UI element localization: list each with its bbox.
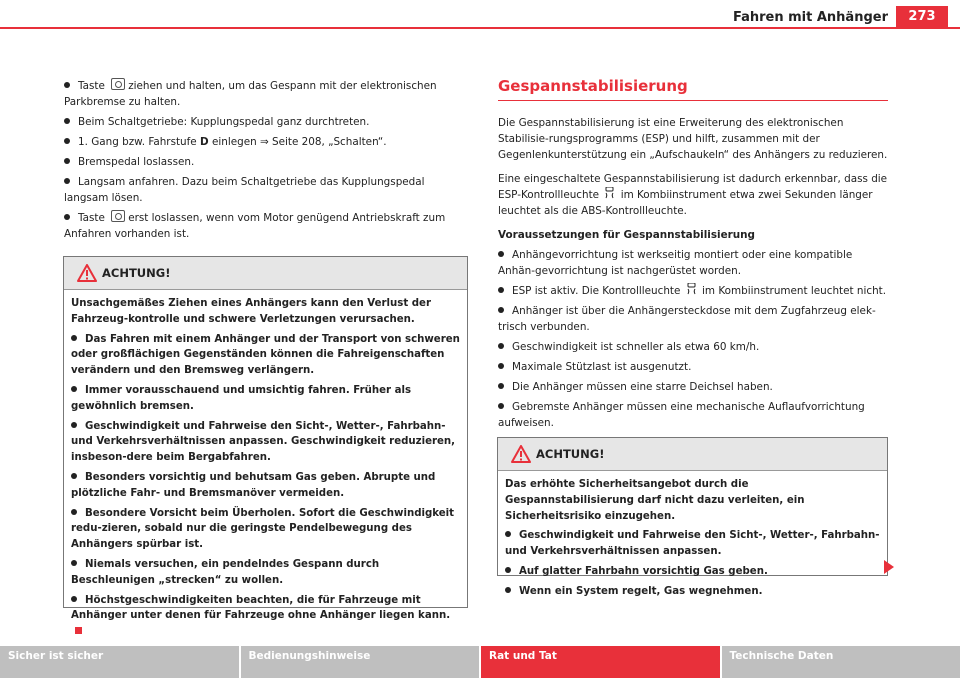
bullet-icon xyxy=(505,587,511,593)
bullet-icon xyxy=(505,567,511,573)
section-rule xyxy=(498,100,888,101)
footer-tab-technische-daten[interactable]: Technische Daten xyxy=(722,646,960,678)
list-item: ESP ist aktiv. Die Kontrollleuchte im Kombiinstrument leuchtet nicht. xyxy=(498,283,888,299)
bullet-icon xyxy=(498,251,504,257)
warning-header xyxy=(498,438,887,471)
bullet-icon xyxy=(71,335,77,341)
warning-triangle-icon xyxy=(511,445,531,463)
warning-item: Geschwindigkeit und Fahrweise den Sicht-, Wetter-, Fahrbahn- und Verkehrsverhältnissen anpassen. Geschwindigkeit reduzieren, insbeson-dere beim Bergabfahren. xyxy=(71,420,456,464)
warning-item: Auf glatter Fahrbahn vorsichtig Gas geben. xyxy=(505,564,880,580)
section-title: Gespannstabilisierung xyxy=(498,77,688,95)
page-header-title: Fahren mit Anhänger xyxy=(732,10,888,25)
bullet-icon xyxy=(498,363,504,369)
warning-item: Besonders vorsichtig und behutsam Gas geben. Abrupte und plötzliche Fahr- und Bremsmanöver vermeiden. xyxy=(71,471,436,499)
warning-title: ACHTUNG! xyxy=(102,266,171,280)
right-column xyxy=(498,78,888,435)
bullet-icon xyxy=(64,138,70,144)
warning-body xyxy=(64,290,467,650)
bullet-icon xyxy=(71,509,77,515)
continue-arrow-icon[interactable] xyxy=(884,560,894,574)
parking-brake-key-icon xyxy=(111,78,125,90)
list-item: 1. Gang bzw. Fahrstufe D einlegen ⇒ Seite 208, „Schalten“. xyxy=(64,134,466,150)
warning-box-right xyxy=(497,437,888,597)
paragraph: Eine eingeschaltete Gespannstabilisierung ist dadurch erkennbar, dass die ESP-Kontrollleuchte im Kombiinstrument etwa zwei Sekunden länger leuchtet als die ABS-Kontrollleuchte. xyxy=(498,173,888,217)
list-item: Maximale Stützlast ist ausgenutzt. xyxy=(498,359,888,375)
parking-brake-key-icon xyxy=(111,210,125,222)
bullet-icon xyxy=(71,560,77,566)
warning-triangle-icon xyxy=(77,264,97,282)
warning-title: ACHTUNG! xyxy=(536,447,605,461)
bullet-icon xyxy=(71,386,77,392)
bullet-icon xyxy=(71,422,77,428)
bullet-icon xyxy=(71,473,77,479)
footer-tab-rat-und-tat[interactable]: Rat und Tat xyxy=(481,646,720,678)
section-end-icon xyxy=(75,627,82,634)
warning-item: Das Fahren mit einem Anhänger und der Transport von schweren oder großflächigen Gegenständen können die Fahreigenschaften verändern und den Bremsweg verlängern. xyxy=(71,333,460,377)
warning-header xyxy=(64,257,467,290)
bullet-icon xyxy=(64,158,70,164)
warning-item: Wenn ein System regelt, Gas wegnehmen. xyxy=(505,584,880,600)
warning-intro: Unsachgemäßes Ziehen eines Anhängers kann den Verlust der Fahrzeug-kontrolle und schwere Verletzungen verursachen. xyxy=(71,298,431,325)
warning-item: Besondere Vorsicht beim Überholen. Sofort die Geschwindigkeit redu-zieren, sobald nur die geringste Pendelbewegung des Anhängers spürbar ist. xyxy=(71,507,455,551)
list-item: Anhängevorrichtung ist werkseitig montiert oder eine kompatible Anhän-gevorrichtung ist nachgerüstet worden. xyxy=(498,249,853,277)
footer-tab-bedienung[interactable]: Bedienungshinweise xyxy=(241,646,480,678)
paragraph: Die Gespannstabilisierung ist eine Erweiterung des elektronischen Stabilisie-rungsprogramms (ESP) und hilft, zusammen mit der Gegenlenkunterstützung ein „Aufschaukeln“ des Anhängers zu reduzieren. xyxy=(498,117,888,161)
list-item: Langsam anfahren. Dazu beim Schaltgetriebe das Kupplungspedal langsam lösen. xyxy=(64,176,425,204)
esp-warning-light-icon xyxy=(687,283,696,295)
warning-box-left xyxy=(63,256,468,622)
esp-warning-light-icon xyxy=(605,187,614,199)
list-item: Bremspedal loslassen. xyxy=(64,154,466,170)
bullet-icon xyxy=(498,403,504,409)
list-item: Anhänger ist über die Anhängersteckdose mit dem Zugfahrzeug elek-trisch verbunden. xyxy=(498,305,876,333)
left-column xyxy=(64,78,466,246)
bullet-icon xyxy=(498,383,504,389)
list-item: Gebremste Anhänger müssen eine mechanische Auflaufvorrichtung aufweisen. xyxy=(498,401,865,429)
list-item: Beim Schaltgetriebe: Kupplungspedal ganz durchtreten. xyxy=(64,114,466,130)
list-item: Taste ziehen und halten, um das Gespann mit der elektronischen Parkbremse zu halten. xyxy=(64,80,437,108)
warning-intro: Das erhöhte Sicherheitsangebot durch die Gespannstabilisierung darf nicht dazu verleiten, ein Sicherheitsrisiko einzugehen. xyxy=(505,479,805,522)
list-item: Die Anhänger müssen eine starre Deichsel haben. xyxy=(498,379,888,395)
bullet-icon xyxy=(498,343,504,349)
warning-item: Niemals versuchen, ein pendelndes Gespann durch Beschleunigen „strecken“ zu wollen. xyxy=(71,558,380,586)
bullet-icon xyxy=(498,307,504,313)
bullet-icon xyxy=(71,596,77,602)
subheading: Voraussetzungen für Gespannstabilisierung xyxy=(498,229,755,241)
list-item: Taste erst loslassen, wenn vom Motor genügend Antriebskraft zum Anfahren vorhanden ist. xyxy=(64,212,446,240)
page-number: 273 xyxy=(896,6,948,28)
header-rule xyxy=(0,27,960,29)
warning-body xyxy=(498,471,887,610)
list-item: Geschwindigkeit ist schneller als etwa 60 km/h. xyxy=(498,339,888,355)
warning-item: Höchstgeschwindigkeiten beachten, die für Fahrzeuge mit Anhänger unter denen für Fahrzeuge ohne Anhänger liegen kann. xyxy=(71,593,460,640)
bullet-icon xyxy=(64,82,70,88)
bullet-icon xyxy=(505,531,511,537)
footer-nav xyxy=(0,646,960,678)
bullet-icon xyxy=(498,287,504,293)
warning-item: Geschwindigkeit und Fahrweise den Sicht-, Wetter-, Fahrbahn- und Verkehrsverhältnissen anpassen. xyxy=(505,530,880,558)
warning-item: Immer vorausschauend und umsichtig fahren. Früher als gewöhnlich bremsen. xyxy=(71,384,412,412)
bullet-icon xyxy=(64,118,70,124)
bullet-icon xyxy=(64,214,70,220)
bullet-icon xyxy=(64,178,70,184)
footer-tab-sicher[interactable]: Sicher ist sicher xyxy=(0,646,239,678)
